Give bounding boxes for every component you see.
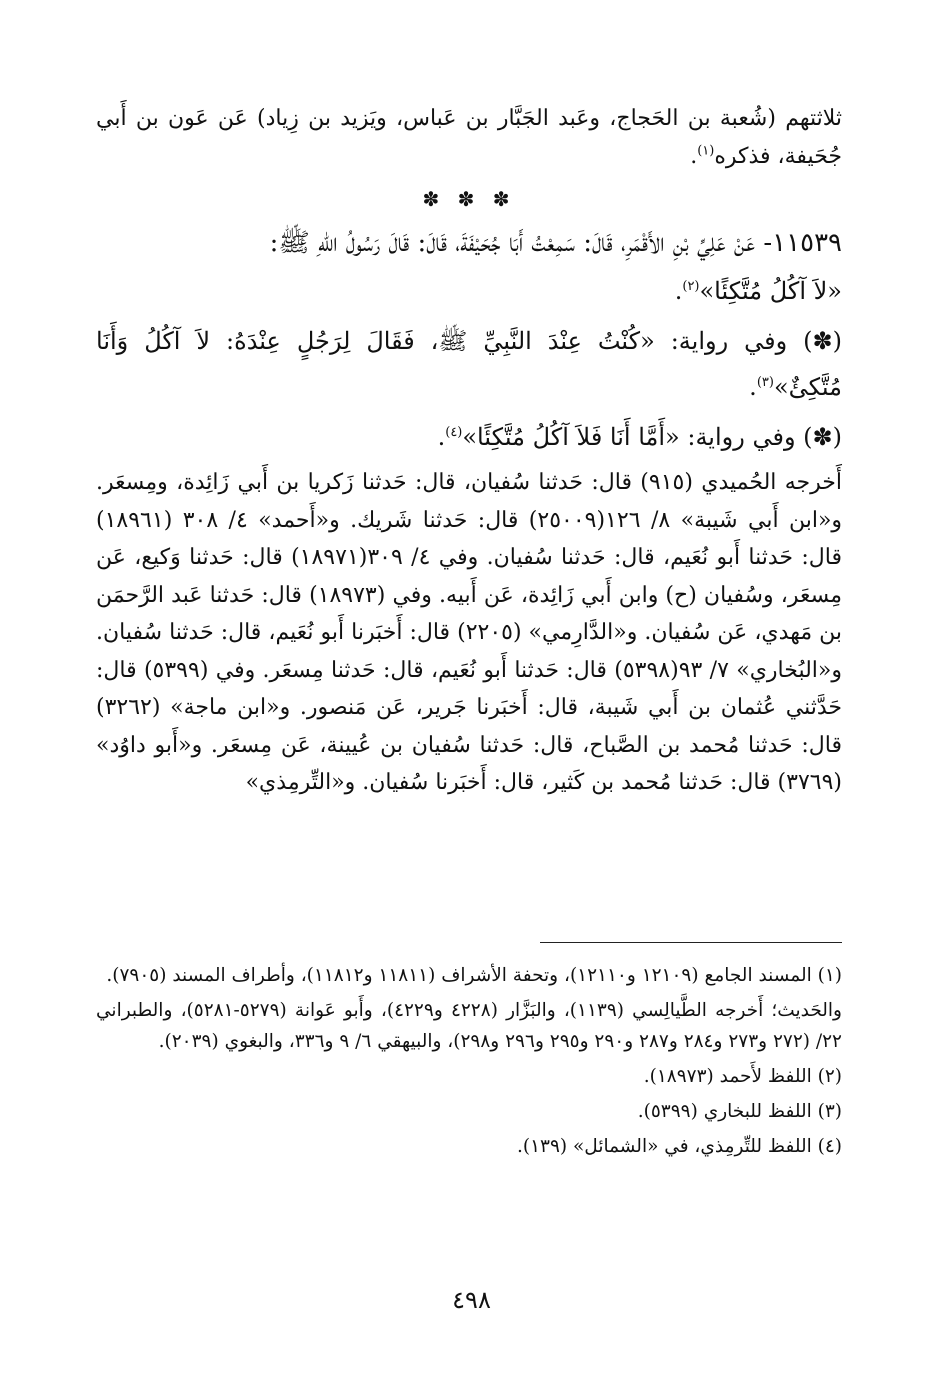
takhrij-paragraph: أَخرجه الحُميدي (٩١٥) قال: حَدثنا سُفيان، قال: حَدثنا زَكريا بن أَبي زَائِدة، ومِسعَر. و«ابن أَبي شَيبة» ٨/ ١٢٦(٢٥٠٠٩) قال: حَدثنا شَريك. و«أَحمد» ٤/ ٣٠٨ (١٨٩٦١) قال: حَدثنا أَبو نُعَيم، قال: حَدثنا سُفيان. وفي ٤/ ٣٠٩(١٨٩٧١) قال: حَدثنا وَكيع، عَن مِسعَر، وسُفيان (ح) وابن أَبي زَائِدة، عَن أَبيه. وفي (١٨٩٧٣) قال: حَدثنا عَبد الرَّحمَن بن مَهدي، عَن سُفيان. و«الدَّارِمي» (٢٢٠٥) قال: أَخبَرنا أَبو نُعَيم، قال: حَدثنا سُفيان. و«البُخاري» ٧/ ٩٣(٥٣٩٨) قال: حَدثنا أَبو نُعَيم، قال: حَدثنا مِسعَر. وفي (٥٣٩٩) قال: حَدَّثني عُثمان بن أَبي شَيبة، قال: أَخبَرنا جَرير، عَن مَنصور. و«ابن ماجة» (٣٢٦٢) قال: حَدثنا مُحمد بن الصَّباح، قال: حَدثنا سُفيان بن عُيينة، عَن مِسعَر. و«أَبو داوُد» (٣٧٦٩) قال: حَدثنا مُحمد بن كَثير، قال: أَخبَرنا سُفيان. و«التِّرمِذي»: [96, 470, 843, 795]
footnote-divider: [540, 942, 842, 943]
footnotes: [96, 960, 842, 1166]
intro-paragraph: ثلاثتهم (شُعبة بن الحَجاج، وعَبد الجَبَّار بن عَباس، ويَزيد بن زِياد) عَن عَون بن أَبي جُحَيفة، فذكره$^{(١)}$.: [96, 106, 842, 169]
hadith-line-1-text: «لاَ آكُلُ مُتَّكِئًا»: [699, 277, 842, 305]
hadith-line-3: (✽) وفي رواية: «أَمَّا أَنَا فَلاَ آكُلُ مُتَّكِئًا»$^{(٤)}$.: [437, 423, 842, 451]
hadith-line-2-text: (✽) وفي رواية: «كُنْتُ عِنْدَ النَّبِيِّ ﷺ، فَقَالَ لِرَجُلٍ عِنْدَهُ: لاَ آكُلُ وَأَنَا مُتَّكِئٌ»: [96, 327, 842, 401]
footnote-3: (٣) اللفظ للبخاري (٥٣٩٩).: [637, 1101, 842, 1122]
footnote-4: (٤) اللفظ للتِّرمِذي، في «الشمائل» (١٣٩).: [516, 1136, 842, 1157]
hadith-line-2: (✽) وفي رواية: «كُنْتُ عِنْدَ النَّبِيِّ ﷺ، فَقَالَ لِرَجُلٍ عِنْدَهُ: لاَ آكُلُ وَأَنَا مُتَّكِئٌ»$^{(٣)}$.: [96, 327, 842, 401]
hadith-line-3-text: (✽) وفي رواية: «أَمَّا أَنَا فَلاَ آكُلُ مُتَّكِئًا»: [462, 423, 842, 451]
intro-text: ثلاثتهم (شُعبة بن الحَجاج، وعَبد الجَبَّار بن عَباس، ويَزيد بن زِياد) عَن عَون بن أَبي جُحَيفة، فذكره: [96, 106, 842, 169]
footnote-1-continued: والحَديث؛ أَخرجه الطَّيالِسي (١١٣٩)، والبَزَّار (٤٢٢٨ و٤٢٢٩)، وأَبو عَوانة (٥٢٧٩-٥٢٨١)، والطبراني ٢٢/ (٢٧٢ و٢٧٣ و٢٨٤ و٢٨٧ و٢٩٠ و٢٩٥ و٢٩٦ و٢٩٨)، والبيهقي ٦/ ٩ و٣٣٦، والبغوي (٢٠٣٩).: [96, 1000, 842, 1052]
footnote-ref-2: (٢): [682, 279, 700, 294]
footnote-2: (٢) اللفظ لأَحمد (١٨٩٧٣).: [643, 1066, 842, 1087]
section-separator: ✽ ✽ ✽: [422, 187, 516, 211]
footnote-1: (١) المسند الجامع (١٢١٠٩ و١٢١١٠)، وتحفة الأشراف (١١٨١١ و١١٨١٢)، وأطراف المسند (٧٩٠٥).: [106, 965, 842, 986]
footnote-ref-4: (٤): [445, 425, 463, 440]
footnote-ref-1: (١): [697, 143, 715, 159]
page-body: [96, 100, 842, 802]
footnote-ref-3: (٣): [756, 375, 774, 390]
hadith-heading: ١١٥٣٩- عَنْ عَلِيِّ بْنِ الأَقْمَرِ، قَالَ: سَمِعْتُ أَبَا جُحَيْفَةَ، قَالَ: قَالَ رَسُولُ اللهِ ﷺ:: [269, 228, 842, 258]
page-number: ٤٩٨: [452, 1286, 491, 1314]
hadith-line-1: «لاَ آكُلُ مُتَّكِئًا»$^{(٢)}$.: [674, 277, 842, 305]
